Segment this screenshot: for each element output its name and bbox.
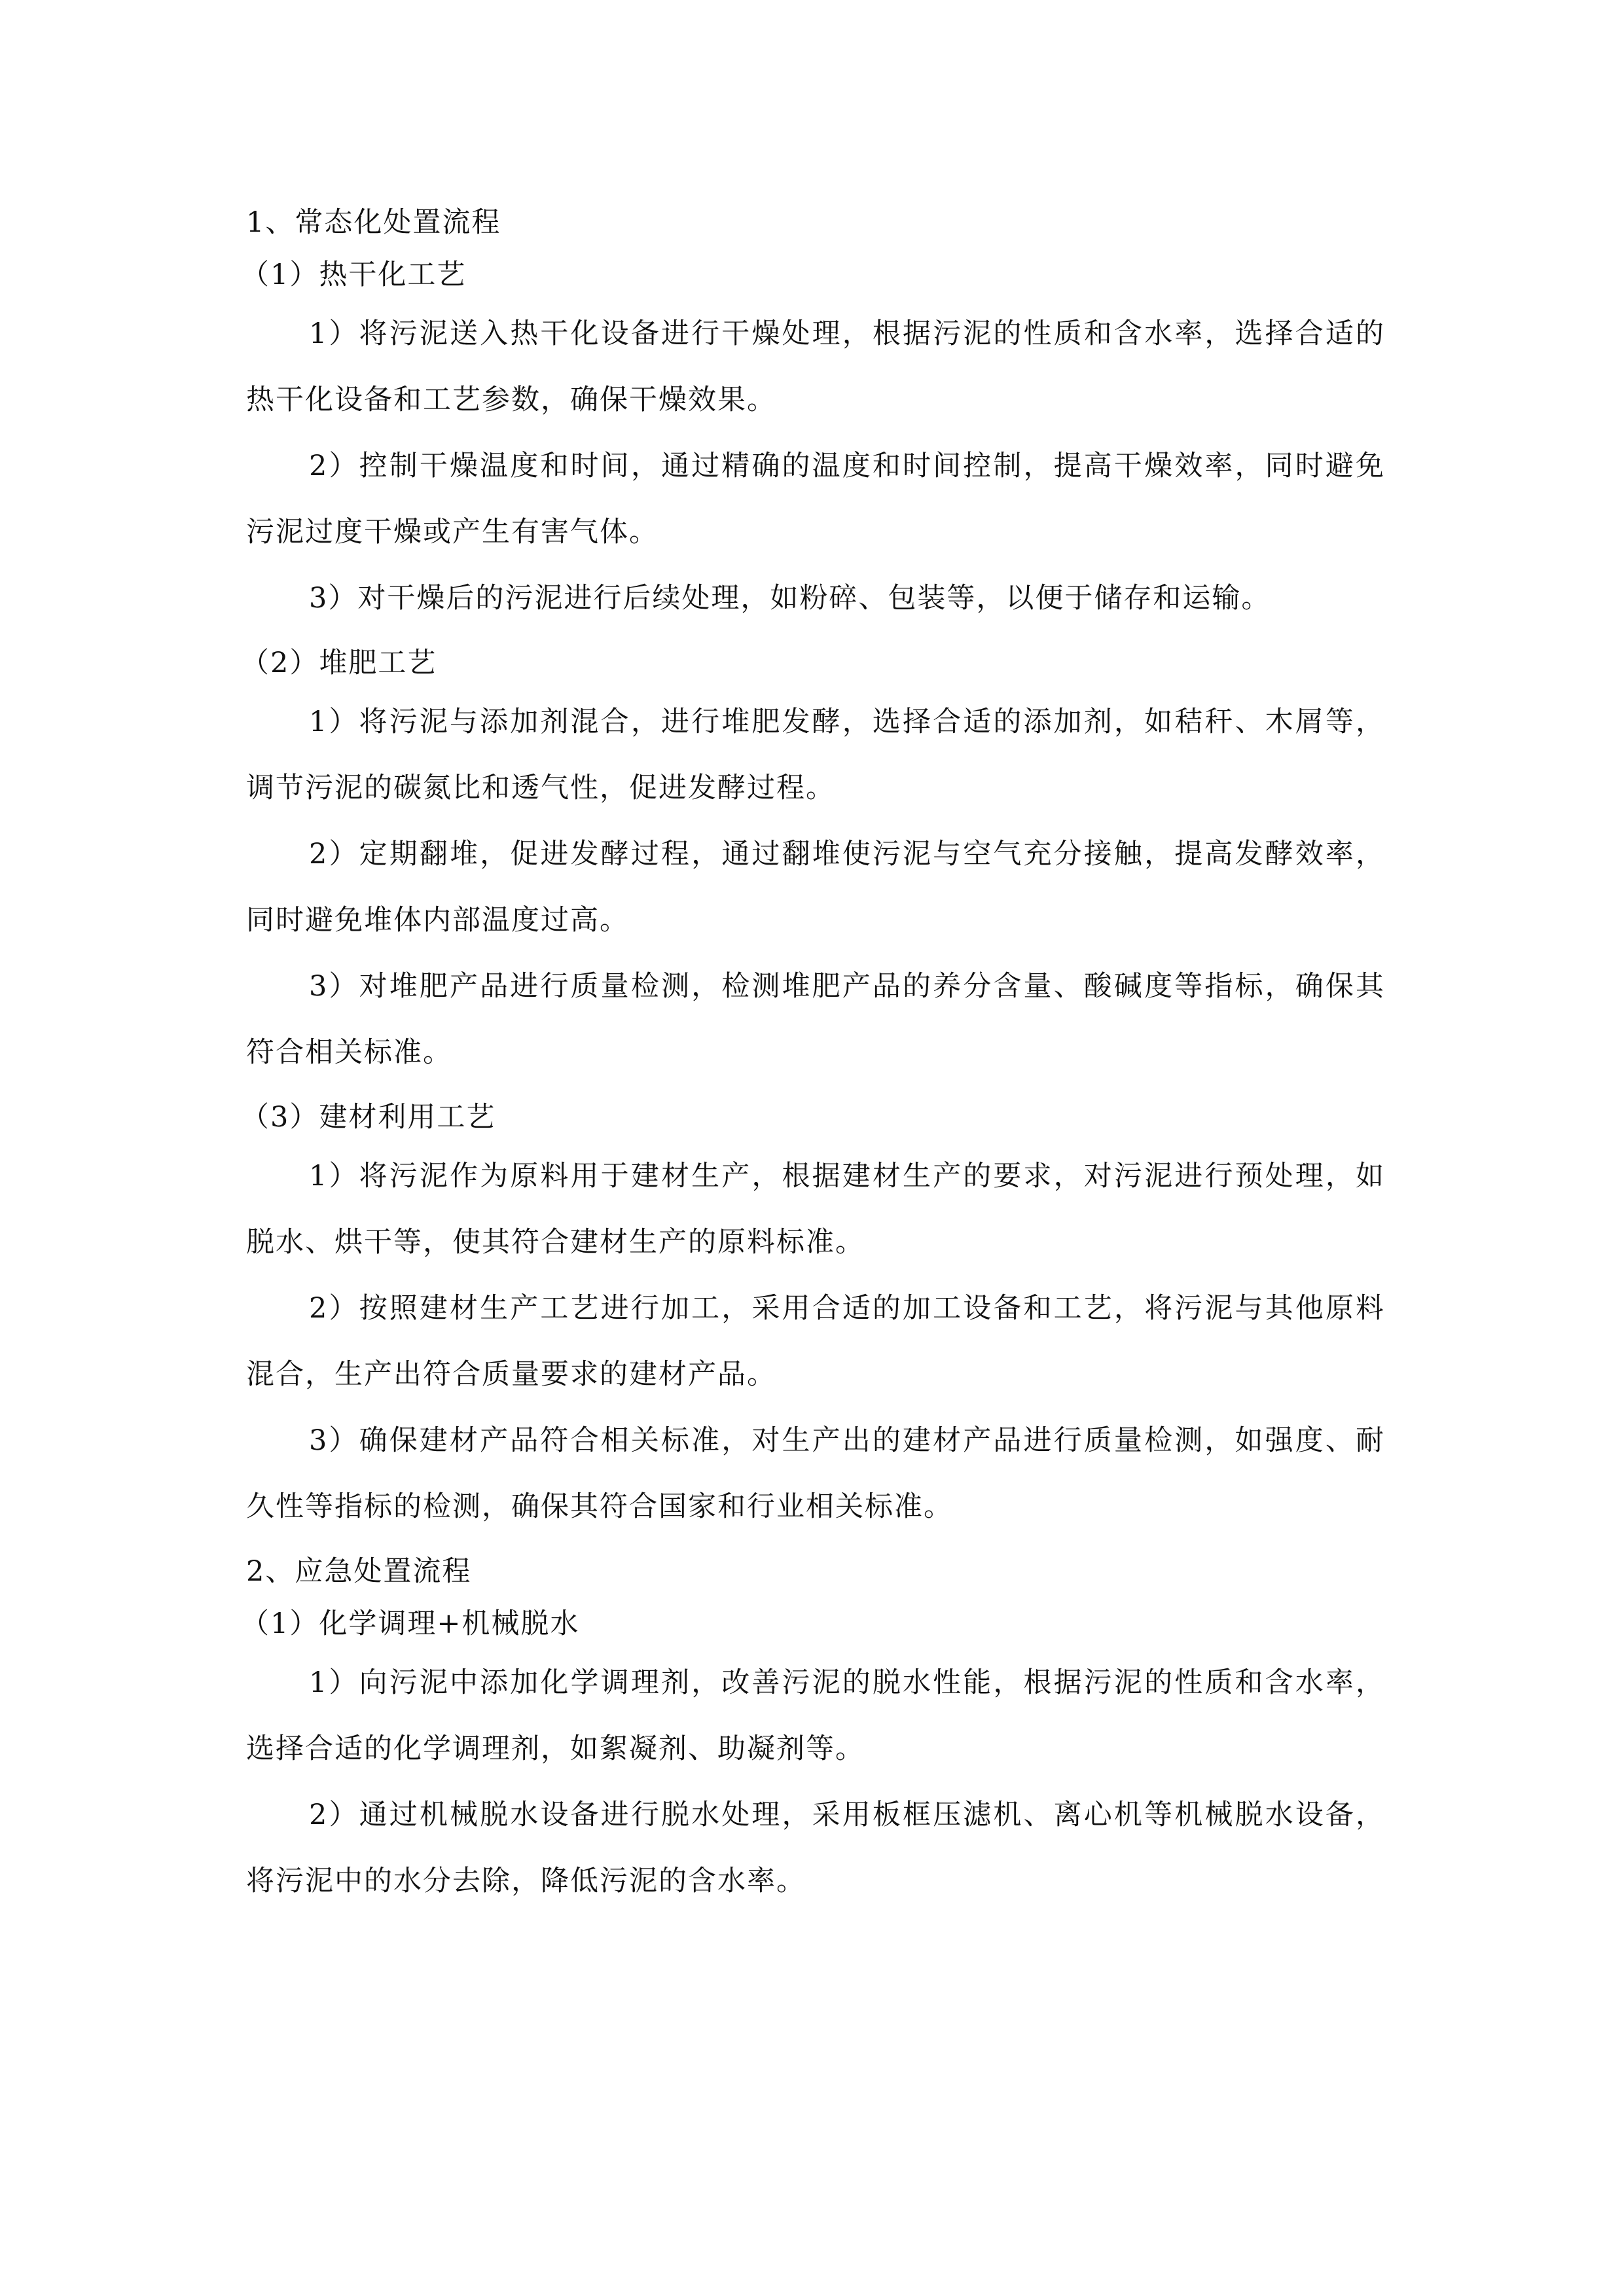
section-heading: 1、常态化处置流程 <box>246 206 501 239</box>
subsection-heading: （1）热干化工艺 <box>241 259 467 291</box>
paragraph: 1）向污泥中添加化学调理剂，改善污泥的脱水性能，根据污泥的性质和含水率，选择合适的化学调理剂，如絮凝剂、助凝剂等。 <box>246 1666 1385 1765</box>
subsection-heading: （2）堆肥工艺 <box>241 647 437 679</box>
subsection-heading: （3）建材利用工艺 <box>241 1101 496 1134</box>
paragraph: 2）控制干燥温度和时间，通过精确的温度和时间控制，提高干燥效率，同时避免污泥过度干燥或产生有害气体。 <box>246 450 1385 548</box>
paragraph: 1）将污泥与添加剂混合，进行堆肥发酵，选择合适的添加剂，如秸秆、木屑等，调节污泥的碳氮比和透气性，促进发酵过程。 <box>246 706 1385 804</box>
document-body <box>241 196 1385 1914</box>
paragraph: 2）通过机械脱水设备进行脱水处理，采用板框压滤机、离心机等机械脱水设备，将污泥中的水分去除，降低污泥的含水率。 <box>246 1799 1385 1897</box>
paragraph: 1）将污泥送入热干化设备进行干燥处理，根据污泥的性质和含水率，选择合适的热干化设备和工艺参数，确保干燥效果。 <box>246 317 1385 416</box>
paragraph: 2）按照建材生产工艺进行加工，采用合适的加工设备和工艺，将污泥与其他原料混合，生产出符合质量要求的建材产品。 <box>246 1292 1385 1391</box>
paragraph: 2）定期翻堆，促进发酵过程，通过翻堆使污泥与空气充分接触，提高发酵效率，同时避免堆体内部温度过高。 <box>246 838 1385 937</box>
section-heading: 2、应急处置流程 <box>246 1555 472 1588</box>
paragraph: 3）对堆肥产品进行质量检测，检测堆肥产品的养分含量、酸碱度等指标，确保其符合相关标准。 <box>246 970 1385 1069</box>
paragraph: 3）对干燥后的污泥进行后续处理，如粉碎、包装等，以便于储存和运输。 <box>309 582 1271 615</box>
subsection-heading: （1）化学调理+机械脱水 <box>241 1607 580 1640</box>
paragraph: 1）将污泥作为原料用于建材生产，根据建材生产的要求，对污泥进行预处理，如脱水、烘干等，使其符合建材生产的原料标准。 <box>246 1160 1385 1259</box>
paragraph: 3）确保建材产品符合相关标准，对生产出的建材产品进行质量检测，如强度、耐久性等指标的检测，确保其符合国家和行业相关标准。 <box>246 1424 1385 1523</box>
